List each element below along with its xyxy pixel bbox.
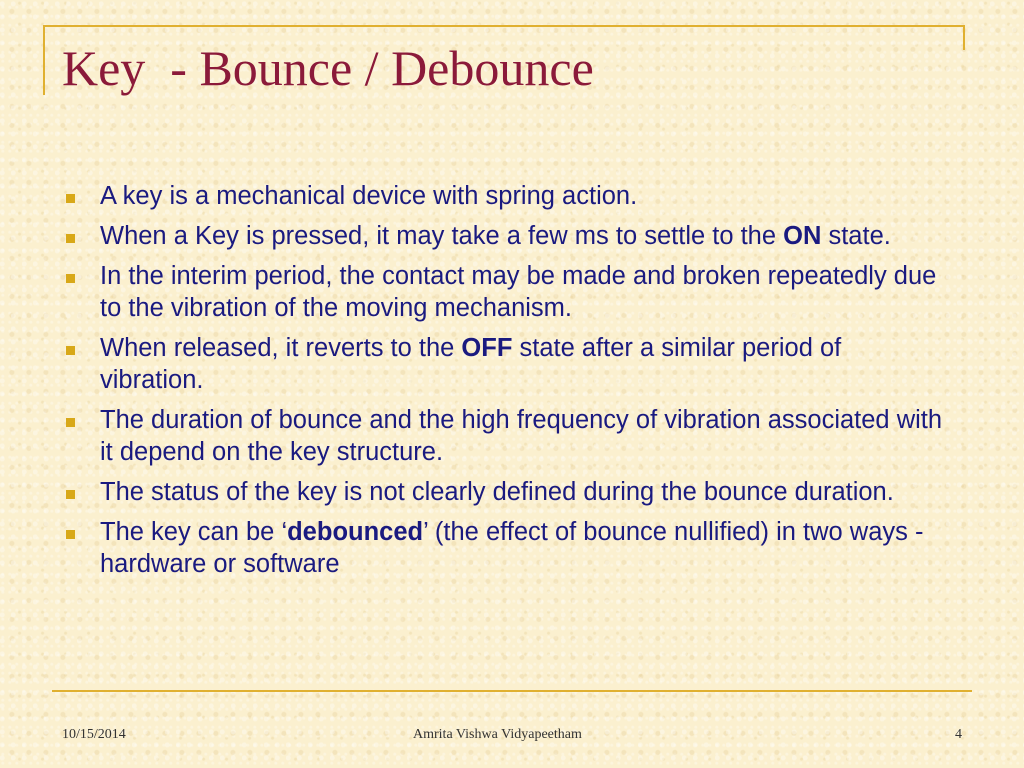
bullet-item: [66, 516, 946, 580]
footer-divider: [52, 690, 972, 692]
bullet-text: The duration of bounce and the high frequency of vibration associated with it depend on the key structure.: [100, 406, 943, 466]
bullet-highlight: OFF: [461, 334, 513, 362]
square-bullet-icon: [66, 274, 75, 283]
slide-frame-left-line: [43, 25, 45, 95]
bullet-list: [66, 180, 946, 588]
bullet-text-tail: ’ (the effect of bounce nullified) in two ways - hardware or software: [100, 518, 924, 578]
slide-frame-right-line: [963, 25, 965, 50]
bullet-text-tail: state.: [821, 222, 891, 250]
bullet-text: A key is a mechanical device with spring action.: [100, 182, 638, 210]
square-bullet-icon: [66, 234, 75, 243]
bullet-highlight: ON: [783, 222, 822, 250]
bullet-text: When a Key is pressed, it may take a few ms to settle to the: [100, 222, 784, 250]
bullet-item: [66, 260, 946, 324]
bullet-text-tail: state after a similar period of vibration.: [100, 334, 842, 394]
footer-page-number: 4: [955, 727, 962, 742]
slide-frame-top-line: [43, 25, 965, 27]
bullet-text: When released, it reverts to the: [100, 334, 462, 362]
bullet-item: [66, 220, 946, 252]
square-bullet-icon: [66, 530, 75, 539]
square-bullet-icon: [66, 418, 75, 427]
bullet-item: [66, 476, 946, 508]
bullet-text: In the interim period, the contact may be made and broken repeatedly due to the vibration of the moving mechanism.: [100, 262, 937, 322]
slide-title: Key - Bounce / Debounce: [62, 40, 594, 96]
bullet-highlight: debounced: [287, 518, 424, 546]
footer-date: 10/15/2014: [62, 727, 126, 742]
bullet-item: [66, 180, 946, 212]
square-bullet-icon: [66, 194, 75, 203]
bullet-text: The status of the key is not clearly defined during the bounce duration.: [100, 478, 894, 506]
footer-organization: Amrita Vishwa Vidyapeetham: [413, 727, 582, 742]
bullet-item: [66, 404, 946, 468]
bullet-item: [66, 332, 946, 396]
square-bullet-icon: [66, 490, 75, 499]
bullet-text: The key can be ‘: [100, 518, 288, 546]
square-bullet-icon: [66, 346, 75, 355]
